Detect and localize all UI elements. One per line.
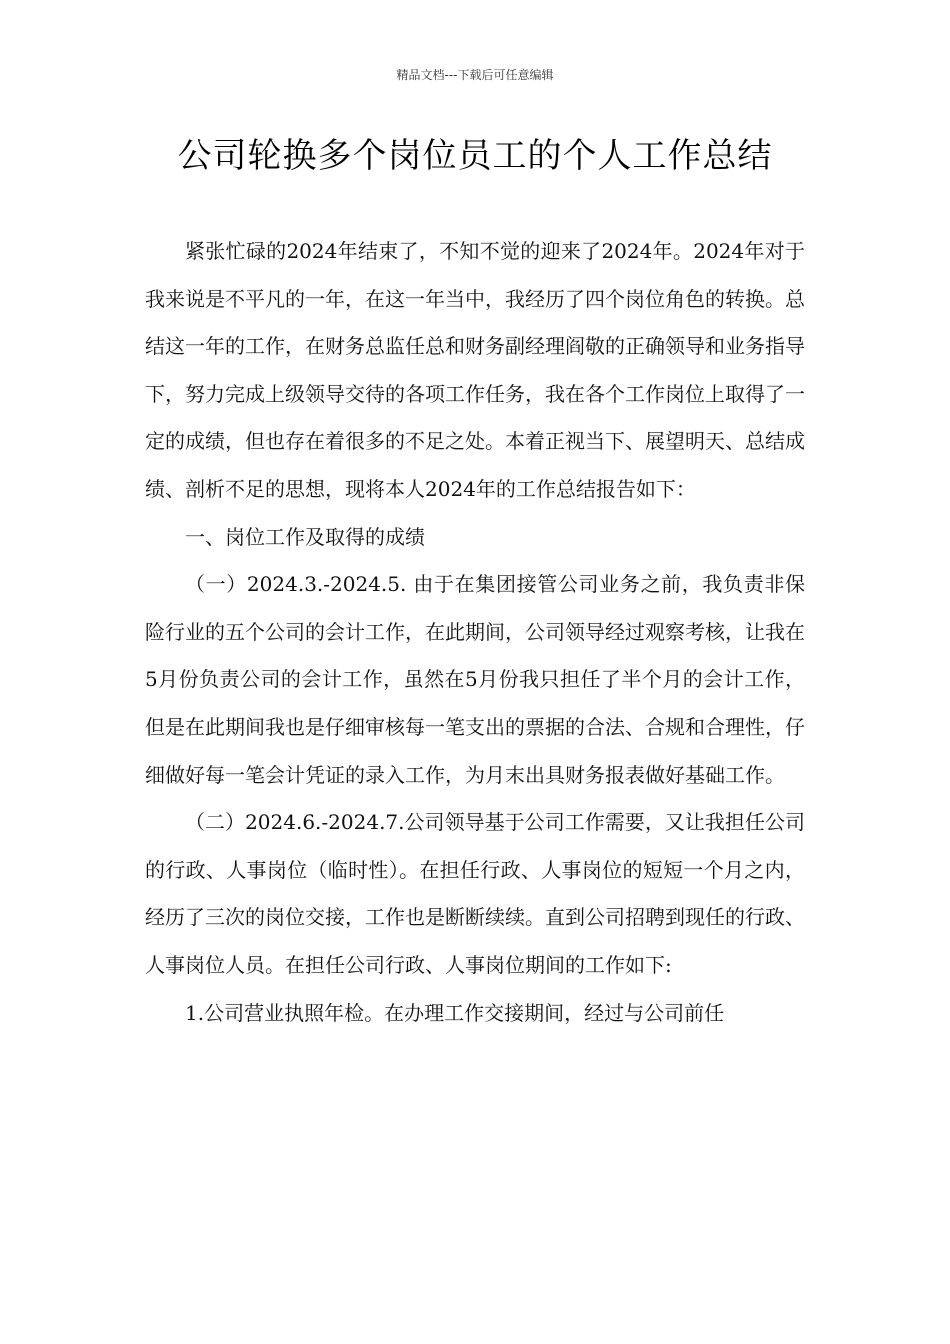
document-title: 公司轮换多个岗位员工的个人工作总结 [177, 136, 773, 176]
paragraph-section-1-2: （二）2024.6.-2024.7.公司领导基于公司工作需要，又让我担任公司的行政、人事岗位（临时性）。在担任行政、人事岗位的短短一个月之内，经历了三次的岗位交接，工作也是断断续续。直到公司招聘到现任的行政、人事岗位人员。在担任公司行政、人事岗位期间的工作如下: [145, 810, 805, 977]
header-note: 精品文档---下载后可任意编辑 [396, 68, 554, 82]
paragraph-section-1-1: （一）2024.3.-2024.5. 由于在集团接管公司业务之前，我负责非保险行业的五个公司的会计工作，在此期间，公司领导经过观察考核，让我在5月份负责公司的会计工作，虽然在5月份我只担任了半个月的会计工作，但是在此期间我也是仔细审核每一笔支出的票据的合法、合规和合理性，仔细做好每一笔会计凭证的录入工作，为月末出具财务报表做好基础工作。 [145, 572, 805, 787]
paragraph-item-1: 1.公司营业执照年检。在办理工作交接期间，经过与公司前任 [185, 1000, 725, 1025]
section-heading-1: 一、岗位工作及取得的成绩 [185, 524, 425, 549]
document-body [145, 228, 805, 1037]
paragraph-intro: 紧张忙碌的2024年结束了，不知不觉的迎来了2024年。2024年对于我来说是不平凡的一年，在这一年当中，我经历了四个岗位角色的转换。总结这一年的工作，在财务总监任总和财务副经理阎敬的正确领导和业务指导下，努力完成上级领导交待的各项工作任务，我在各个工作岗位上取得了一定的成绩，但也存在着很多的不足之处。本着正视当下、展望明天、总结成绩、剖析不足的思想，现将本人2024年的工作总结报告如下： [145, 239, 805, 501]
